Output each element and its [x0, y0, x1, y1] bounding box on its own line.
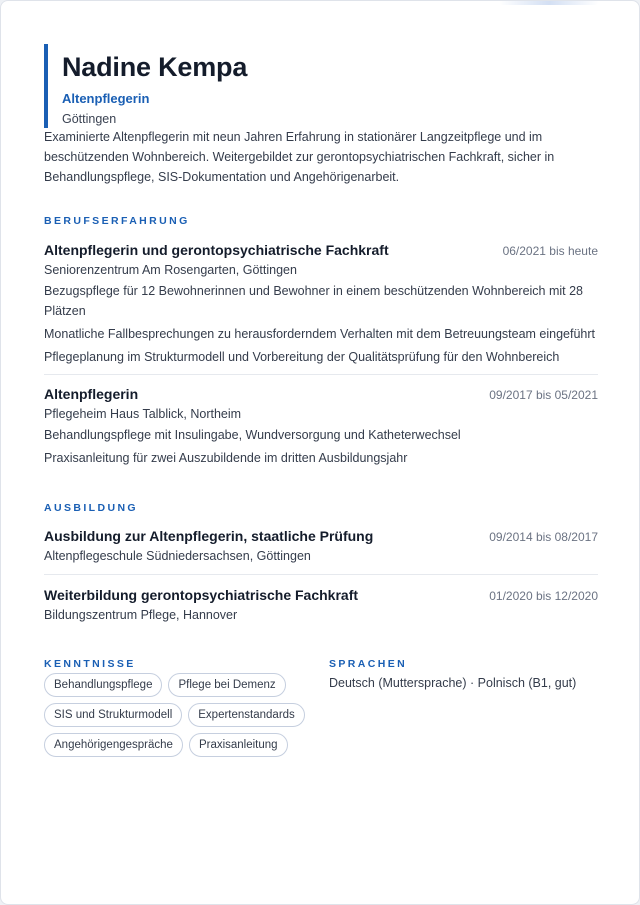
- entry-date: 09/2017 bis 05/2021: [489, 388, 598, 402]
- entry-bullet: Bezugspflege für 12 Bewohnerinnen und Bewohner in einem beschützenden Wohnbereich mit 28 Plätzen: [44, 284, 584, 318]
- entry-organization: Seniorenzentrum Am Rosengarten, Göttingen: [44, 263, 297, 277]
- skills-list: [44, 673, 309, 757]
- skill-chip: Expertenstandards: [188, 703, 305, 727]
- section-title-skills: KENNTNISSE: [44, 658, 136, 670]
- section-title-education: AUSBILDUNG: [44, 502, 138, 514]
- decorative-glow: [499, 1, 599, 5]
- entry-date: 06/2021 bis heute: [502, 244, 598, 258]
- entry-bullet: Pflegeplanung im Strukturmodell und Vorbereitung der Qualitätsprüfung für den Wohnbereich: [44, 350, 560, 364]
- education-entry: [44, 586, 598, 623]
- entry-organization: Bildungszentrum Pflege, Hannover: [44, 608, 238, 622]
- section-title-experience: BERUFSERFAHRUNG: [44, 215, 190, 227]
- entry-bullet: Monatliche Fallbesprechungen zu herausforderndem Verhalten mit dem Betreuungsteam eingeführt: [44, 327, 596, 341]
- skill-chip: SIS und Strukturmodell: [44, 703, 182, 727]
- experience-entry: [44, 241, 598, 367]
- experience-entry: [44, 385, 598, 468]
- entry-title: Ausbildung zur Altenpflegerin, staatliche Prüfung: [44, 528, 374, 544]
- entry-title: Altenpflegerin und gerontopsychiatrische Fachkraft: [44, 242, 389, 258]
- entry-title: Weiterbildung gerontopsychiatrische Fachkraft: [44, 587, 359, 603]
- skill-chip: Pflege bei Demenz: [168, 673, 285, 697]
- entry-bullet: Praxisanleitung für zwei Auszubildende im dritten Ausbildungsjahr: [44, 451, 408, 465]
- entry-organization: Pflegeheim Haus Talblick, Northeim: [44, 407, 242, 421]
- resume-header: [44, 44, 604, 128]
- skill-chip: Praxisanleitung: [189, 733, 288, 757]
- languages-text: Deutsch (Muttersprache) · Polnisch (B1, gut): [329, 676, 577, 690]
- entry-organization: Altenpflegeschule Südniedersachsen, Göttingen: [44, 549, 311, 563]
- entry-date: 01/2020 bis 12/2020: [489, 589, 598, 603]
- profile-summary: Examinierte Altenpflegerin mit neun Jahren Erfahrung in stationärer Langzeitpflege und im beschützenden Wohnbereich. Weitergebildet zur gerontopsychiatrischen Fachkraft, sicher in Behandlungspflege, SIS-Dokumentation und Angehörigenarbeit.: [44, 130, 555, 184]
- education-entry: [44, 527, 598, 564]
- divider: [44, 574, 598, 575]
- skill-chip: Behandlungspflege: [44, 673, 162, 697]
- entry-title: Altenpflegerin: [44, 386, 139, 402]
- skill-chip: Angehörigengespräche: [44, 733, 183, 757]
- divider: [44, 374, 598, 375]
- person-name: Nadine Kempa: [62, 52, 248, 82]
- entry-bullet: Behandlungspflege mit Insulingabe, Wundversorgung und Katheterwechsel: [44, 428, 461, 442]
- job-role: Altenpflegerin: [62, 91, 150, 106]
- location: Göttingen: [62, 112, 117, 126]
- entry-date: 09/2014 bis 08/2017: [489, 530, 598, 544]
- section-title-languages: SPRACHEN: [329, 658, 408, 670]
